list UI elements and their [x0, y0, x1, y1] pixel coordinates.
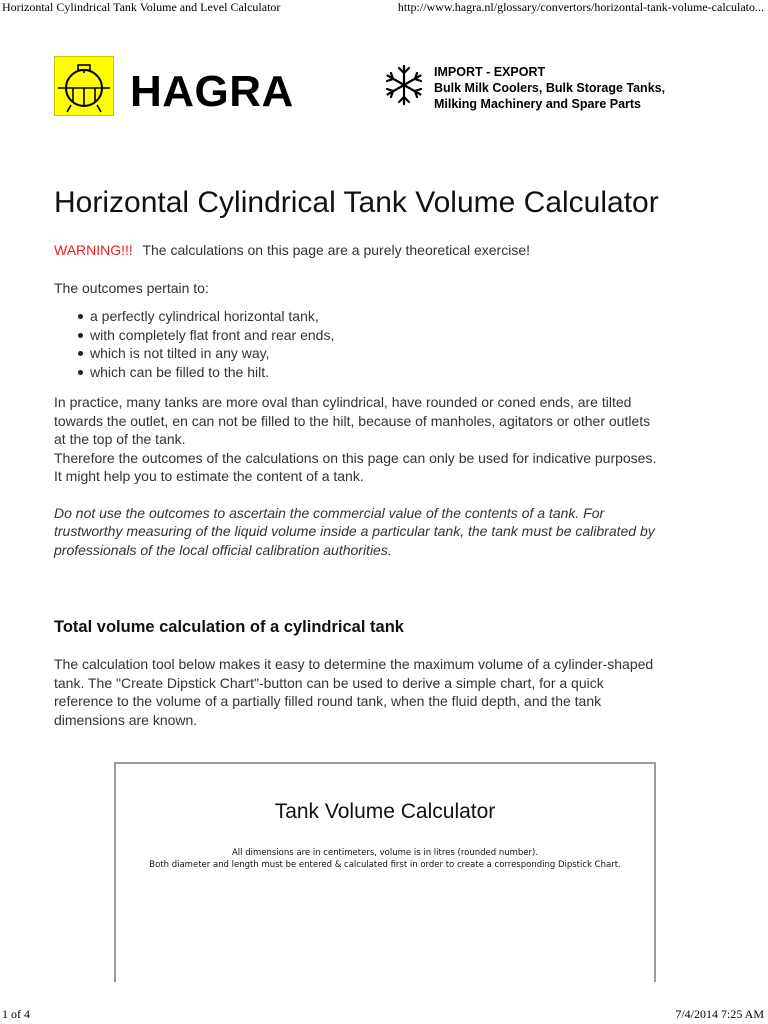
- tagline-line: Milking Machinery and Spare Parts: [434, 97, 642, 111]
- print-datetime: 7/4/2014 7:25 AM: [675, 1007, 764, 1021]
- paragraph-line: professionals of the local official calibration authorities.: [54, 541, 392, 558]
- page-number: 1 of 4: [2, 1007, 30, 1021]
- paragraph-line: Do not use the outcomes to ascertain the commercial value of the contents of a tank. For: [54, 504, 605, 521]
- hagra-logo: [54, 56, 114, 116]
- list-item: which can be filled to the hilt.: [54, 363, 724, 382]
- paragraph-line: The calculation tool below makes it easy to determine the maximum volume of a cylinder-shaped: [54, 656, 654, 672]
- paragraph-line: at the top of the tank.: [54, 431, 186, 447]
- paragraph-line: In practice, many tanks are more oval than cylindrical, have rounded or coned ends, are tilted: [54, 394, 632, 410]
- list-item: with completely flat front and rear ends,: [54, 326, 724, 345]
- page-title: Horizontal Cylindrical Tank Volume Calculator: [54, 186, 659, 219]
- intro-content: [54, 241, 724, 559]
- calculator-note: [116, 847, 654, 871]
- snowflake-icon: [382, 63, 426, 107]
- print-header-title: Horizontal Cylindrical Tank Volume and Level Calculator: [2, 0, 281, 14]
- paragraph-line: dimensions are known.: [54, 711, 198, 728]
- paragraph-line: It might help you to estimate the content of a tank.: [54, 468, 364, 484]
- disclaimer-paragraph: [54, 504, 724, 560]
- calculator-note-line: Both diameter and length must be entered & calculated first in order to create a corresponding Dipstick Chart.: [149, 860, 621, 870]
- warning-label: WARNING!!!: [54, 242, 133, 258]
- calculator-frame: [114, 762, 656, 982]
- list-item: a perfectly cylindrical horizontal tank,: [54, 307, 724, 326]
- print-header: [0, 0, 768, 16]
- warning-paragraph: [54, 241, 724, 260]
- list-item: which is not tilted in any way,: [54, 344, 724, 363]
- print-header-url: http://www.hagra.nl/glossary/convertors/horizontal-tank-volume-calculato...: [397, 0, 764, 14]
- paragraph-line: tank. The "Create Dipstick Chart"-button can be used to derive a simple chart, for a quick: [54, 674, 604, 691]
- calculator-title: Tank Volume Calculator: [274, 800, 496, 823]
- paragraph-line: towards the outlet, en can not be filled to the hilt, because of manholes, agitators or other outlets: [54, 412, 651, 429]
- print-footer: [0, 1007, 768, 1023]
- brand-tagline: [434, 64, 694, 112]
- paragraph-line: Therefore the outcomes of the calculations on this page can only be used for indicative purposes.: [54, 449, 657, 466]
- brand-name: HAGRA: [130, 67, 294, 116]
- calculator-note-line: All dimensions are in centimeters, volume is in litres (rounded number).: [231, 848, 539, 858]
- calculator-intro-paragraph: [54, 655, 724, 729]
- tagline-line: IMPORT - EXPORT: [434, 65, 546, 79]
- outcomes-list: [54, 307, 724, 381]
- section-heading: Total volume calculation of a cylindrical tank: [54, 618, 404, 636]
- paragraph-line: trustworthy measuring of the liquid volume inside a particular tank, the tank must be calibrated by: [54, 523, 655, 539]
- paragraph-line: reference to the volume of a partially filled round tank, when the fluid depth, and the tank: [54, 693, 602, 709]
- tagline-line: Bulk Milk Coolers, Bulk Storage Tanks,: [434, 81, 666, 95]
- practice-paragraph: [54, 393, 724, 486]
- tank-logo-icon: [55, 57, 113, 115]
- warning-text: The calculations on this page are a purely theoretical exercise!: [142, 242, 531, 258]
- outcomes-intro: The outcomes pertain to:: [54, 279, 209, 296]
